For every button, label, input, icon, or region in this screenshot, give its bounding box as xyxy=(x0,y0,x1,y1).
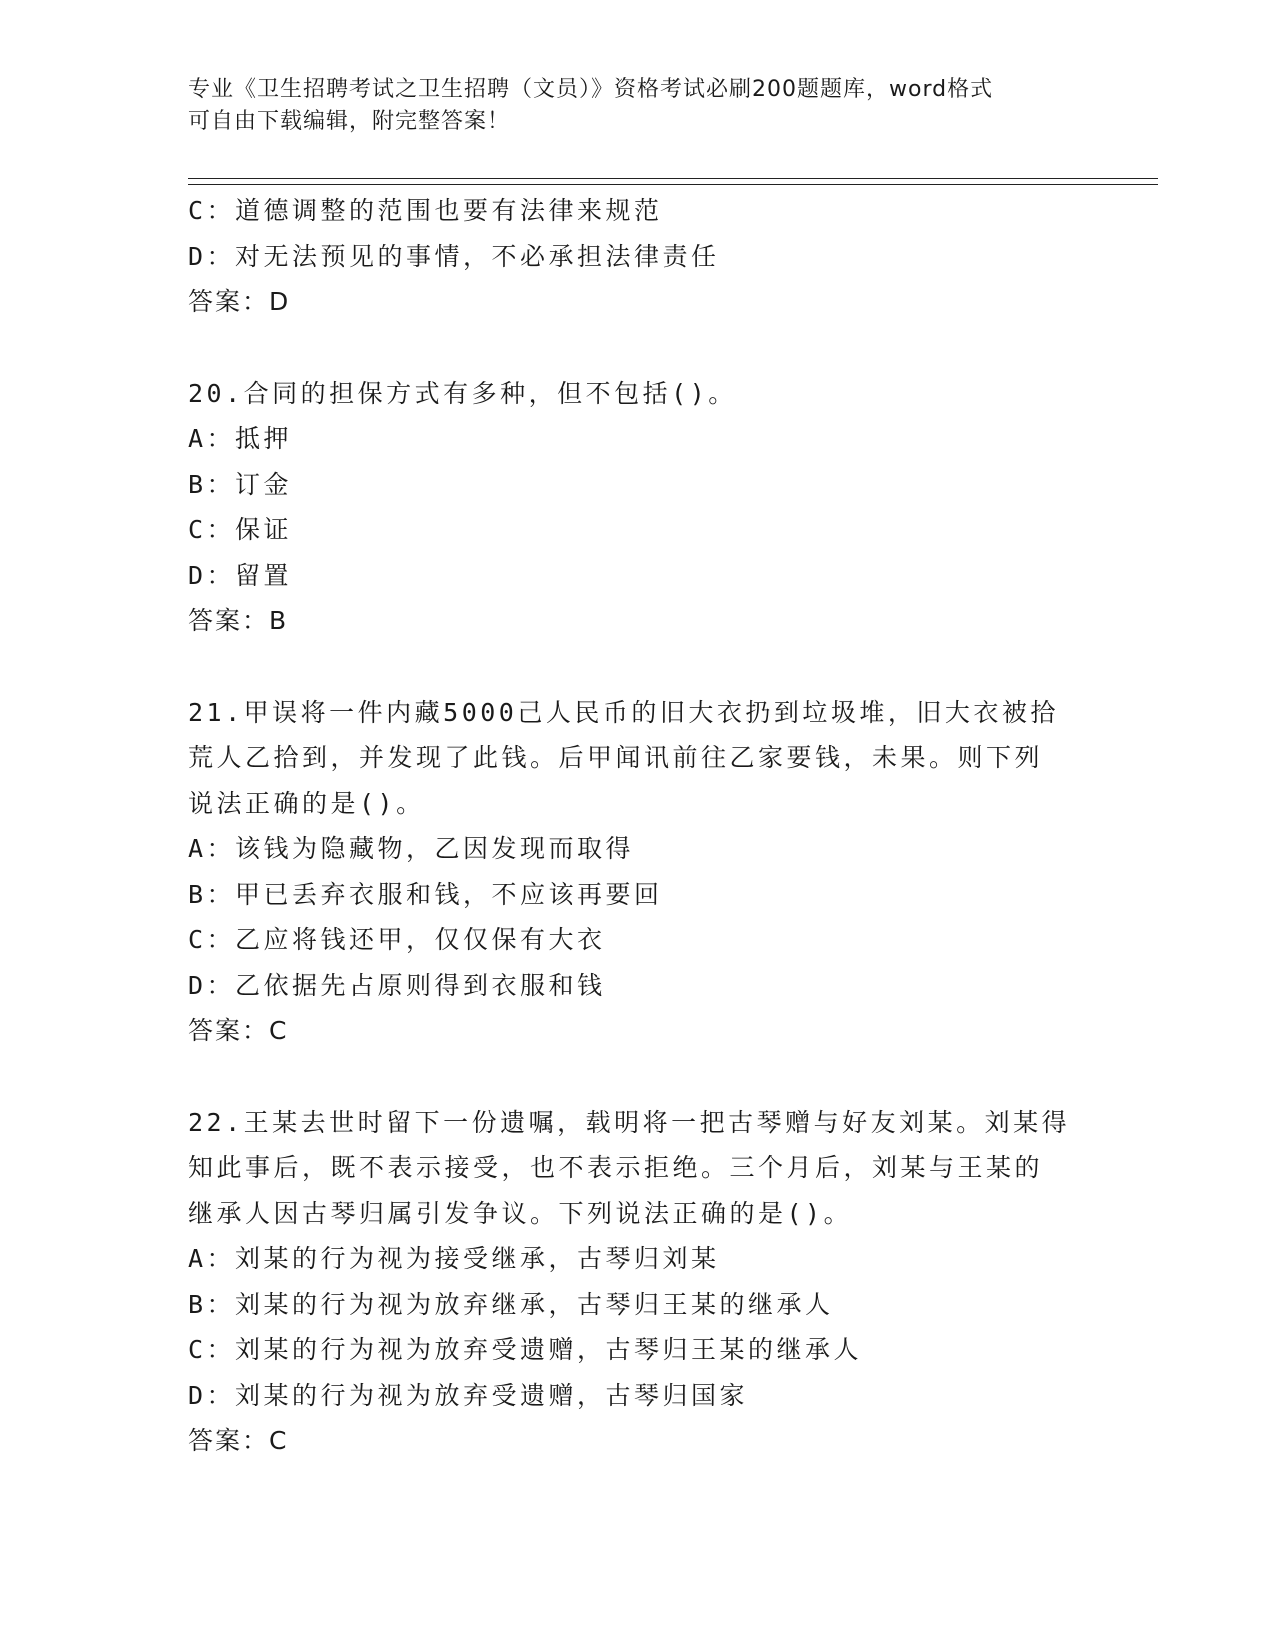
option-b: B：刘某的行为视为放弃继承，古琴归王某的继承人 xyxy=(188,1289,834,1319)
question-22 xyxy=(188,1100,1088,1464)
document-header xyxy=(188,74,1088,138)
answer-line: 答案：C xyxy=(188,1426,289,1455)
header-divider-top xyxy=(188,178,1158,179)
option-a: A：该钱为隐藏物，乙因发现而取得 xyxy=(188,834,635,863)
question-stem: 21.甲误将一件内藏5000己人民币的旧大衣扔到垃圾堆，旧大衣被拾 xyxy=(188,697,1059,727)
question-21 xyxy=(188,690,1088,1054)
question-stem: 22.王某去世时留下一份遗嘱，载明将一把古琴赠与好友刘某。刘某得 xyxy=(188,1107,1071,1137)
option-d: D：留置 xyxy=(188,560,293,590)
option-b: B：订金 xyxy=(188,469,293,499)
question-stem: 20.合同的担保方式有多种，但不包括()。 xyxy=(188,378,737,408)
prev-question-block xyxy=(188,188,1088,325)
question-stem: 说法正确的是()。 xyxy=(188,788,425,818)
option-a: A：抵押 xyxy=(188,424,293,453)
option-c: C：刘某的行为视为放弃受遗赠，古琴归王某的继承人 xyxy=(188,1335,863,1364)
question-stem: 继承人因古琴归属引发争议。下列说法正确的是()。 xyxy=(188,1198,853,1228)
question-stem: 荒人乙拾到，并发现了此钱。后甲闻讯前往乙家要钱，未果。则下列 xyxy=(188,743,1044,772)
answer-line: 答案：B xyxy=(188,606,289,635)
question-stem: 知此事后，既不表示接受，也不表示拒绝。三个月后，刘某与王某的 xyxy=(188,1153,1044,1182)
header-title-line-1: 专业《卫生招聘考试之卫生招聘（文员）》资格考试必刷200题题库，word格式 xyxy=(188,77,994,102)
option-c: C：乙应将钱还甲，仅仅保有大衣 xyxy=(188,925,606,954)
option-b: B：甲已丢弃衣服和钱，不应该再要回 xyxy=(188,879,663,909)
header-title-line-2: 可自由下载编辑，附完整答案！ xyxy=(188,109,511,134)
answer-line: 答案：D xyxy=(188,287,291,316)
option-c: C：保证 xyxy=(188,515,293,544)
question-content xyxy=(188,188,1088,1464)
option-d: D：对无法预见的事情，不必承担法律责任 xyxy=(188,241,720,271)
header-divider-bottom xyxy=(188,184,1158,185)
answer-line: 答案：C xyxy=(188,1016,289,1045)
option-d: D：乙依据先占原则得到衣服和钱 xyxy=(188,970,606,1000)
question-20 xyxy=(188,371,1088,644)
option-d: D：刘某的行为视为放弃受遗赠，古琴归国家 xyxy=(188,1380,749,1410)
option-a: A：刘某的行为视为接受继承，古琴归刘某 xyxy=(188,1244,720,1273)
option-c: C：道德调整的范围也要有法律来规范 xyxy=(188,196,663,225)
